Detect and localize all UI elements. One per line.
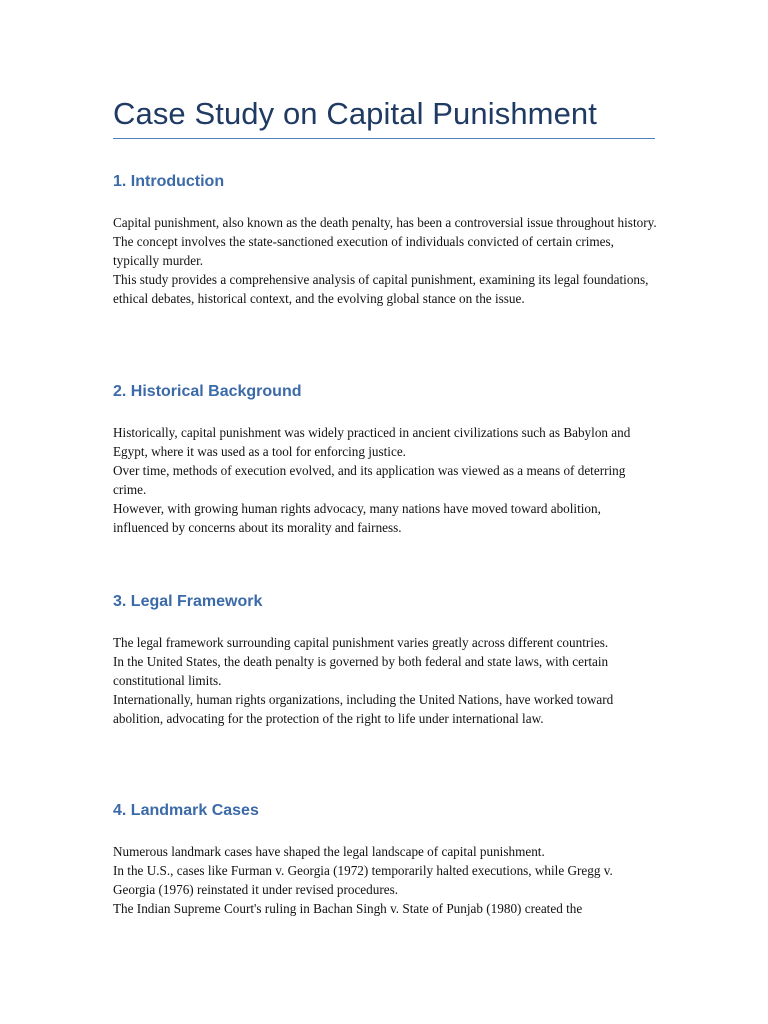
- section-body: [113, 633, 658, 728]
- paragraph: Historically, capital punishment was widely practiced in ancient civilizations such as Babylon and Egypt, where it was used as a tool for enforcing justice.: [113, 425, 631, 459]
- paragraph: Capital punishment, also known as the death penalty, has been a controversial issue throughout history.: [113, 215, 657, 230]
- section-introduction: [113, 171, 658, 308]
- section-heading: 1. Introduction: [113, 173, 225, 190]
- paragraph: Over time, methods of execution evolved, and its application was viewed as a means of deterring crime.: [113, 463, 626, 497]
- section-body: [113, 213, 658, 308]
- section-legal-framework: [113, 591, 658, 728]
- title-divider: [113, 138, 655, 139]
- section-heading: 3. Legal Framework: [113, 593, 263, 610]
- paragraph: The legal framework surrounding capital punishment varies greatly across different countries.: [113, 635, 609, 650]
- section-landmark-cases: [113, 800, 658, 918]
- paragraph: In the U.S., cases like Furman v. Georgia (1972) temporarily halted executions, while Gregg v. Georgia (1976) reinstated it under revised procedures.: [113, 863, 613, 897]
- paragraph: This study provides a comprehensive analysis of capital punishment, examining its legal foundations, ethical debates, historical context, and the evolving global stance on the issue.: [113, 272, 649, 306]
- section-heading: 4. Landmark Cases: [113, 802, 259, 819]
- paragraph: In the United States, the death penalty is governed by both federal and state laws, with certain constitutional limits.: [113, 654, 609, 688]
- paragraph: Internationally, human rights organizations, including the United Nations, have worked toward abolition, advocating for the protection of the right to life under international law.: [113, 692, 614, 726]
- section-historical-background: [113, 381, 658, 537]
- document-title: Case Study on Capital Punishment: [113, 96, 597, 131]
- paragraph: The concept involves the state-sanctioned execution of individuals convicted of certain crimes, typically murder.: [113, 234, 614, 268]
- paragraph: However, with growing human rights advocacy, many nations have moved toward abolition, influenced by concerns about its morality and fairness.: [113, 501, 601, 535]
- document-page: [113, 92, 658, 139]
- section-body: [113, 842, 658, 918]
- paragraph: Numerous landmark cases have shaped the legal landscape of capital punishment.: [113, 844, 545, 859]
- paragraph: The Indian Supreme Court's ruling in Bachan Singh v. State of Punjab (1980) created the: [113, 901, 583, 916]
- section-heading: 2. Historical Background: [113, 383, 302, 400]
- section-body: [113, 423, 658, 537]
